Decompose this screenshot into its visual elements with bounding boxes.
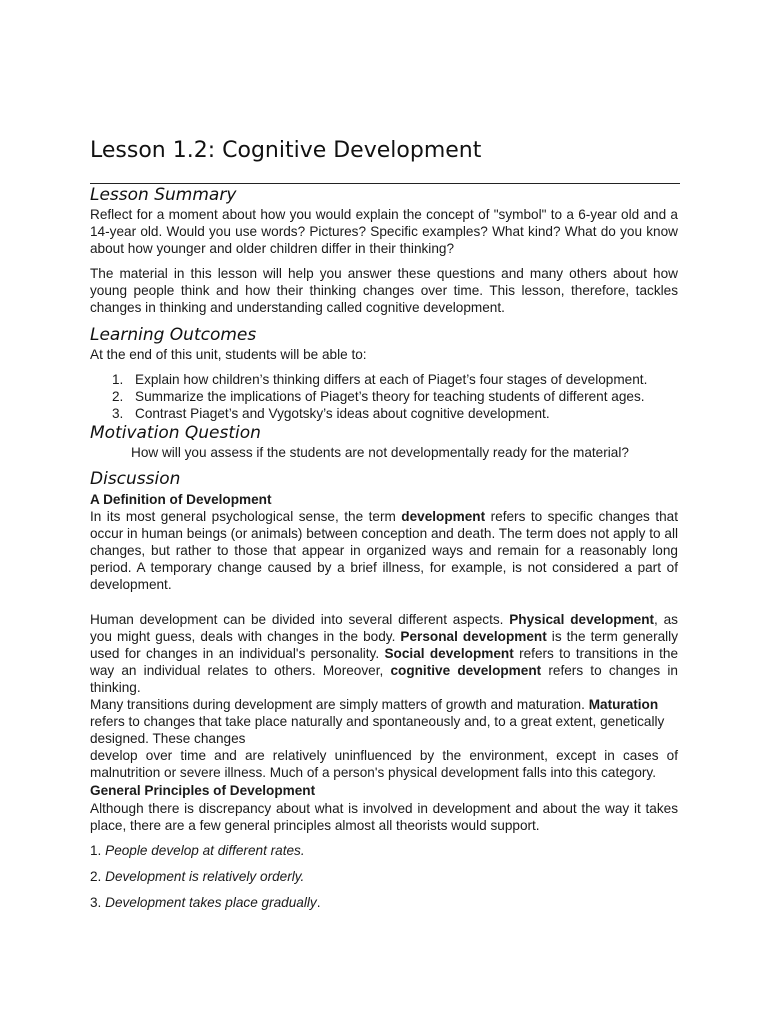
principle-item: 3. Development takes place gradually.	[90, 895, 321, 910]
learning-outcomes-heading: Learning Outcomes	[90, 325, 257, 345]
aspects-paragraph: Human development can be divided into several different aspects. Physical development, as you might guess, deals with changes in the body. Personal development is the term generally used for changes in an individual's personality. Social development refers to transitions in the way an individual relates to others. Moreover, cognitive development refers to changes in thinking.	[90, 612, 679, 695]
outcomes-intro: At the end of this unit, students will be able to:	[90, 347, 367, 362]
motivation-question-text: How will you assess if the students are not developmentally ready for the material?	[131, 445, 629, 460]
motivation-question-heading: Motivation Question	[90, 423, 261, 443]
list-item: 2. Summarize the implications of Piaget’s theory for teaching students of different ages.	[112, 389, 645, 404]
discussion-heading: Discussion	[90, 469, 181, 489]
lesson-summary-heading: Lesson Summary	[90, 185, 237, 205]
list-item: 1. Explain how children’s thinking differs at each of Piaget’s four stages of development.	[112, 372, 648, 387]
principle-item: 1. People develop at different rates.	[90, 843, 305, 858]
summary-paragraph-2: The material in this lesson will help you answer these questions and many others about how young people think and how their thinking changes over time. This lesson, therefore, tackles changes in thinking and understanding called cognitive development.	[90, 266, 678, 315]
principles-intro: Although there is discrepancy about what is involved in development and about the way it takes place, there are a few general principles almost all theorists would support.	[90, 801, 678, 833]
maturation-paragraph-continued: develop over time and are relatively uninfluenced by the environment, except in cases of malnutrition or severe illness. Much of a person's physical development falls into this category.	[90, 748, 678, 780]
list-item: 3. Contrast Piaget’s and Vygotsky’s ideas about cognitive development.	[112, 406, 550, 421]
lesson-title: Lesson 1.2: Cognitive Development	[90, 138, 482, 163]
general-principles-subheading: General Principles of Development	[90, 783, 316, 798]
maturation-paragraph: Many transitions during development are simply matters of growth and maturation. Maturation refers to changes that take place naturally and spontaneously and, to a great extent, genetically designed. These changes	[90, 697, 665, 746]
definition-subheading: A Definition of Development	[90, 492, 272, 507]
principle-item: 2. Development is relatively orderly.	[90, 869, 305, 884]
summary-paragraph-1: Reflect for a moment about how you would explain the concept of "symbol" to a 6-year old and a 14-year old. Would you use words? Pictures? Specific examples? What kind? What do you know about how younger and older children differ in their thinking?	[90, 207, 678, 256]
title-divider	[90, 183, 680, 184]
definition-paragraph: In its most general psychological sense, the term development refers to specific changes that occur in human beings (or animals) between conception and death. The term does not apply to all changes, but rather to those that appear in organized ways and remain for a reasonably long period. A temporary change caused by a brief illness, for example, is not considered a part of development.	[90, 509, 678, 592]
outcomes-list	[90, 371, 680, 422]
